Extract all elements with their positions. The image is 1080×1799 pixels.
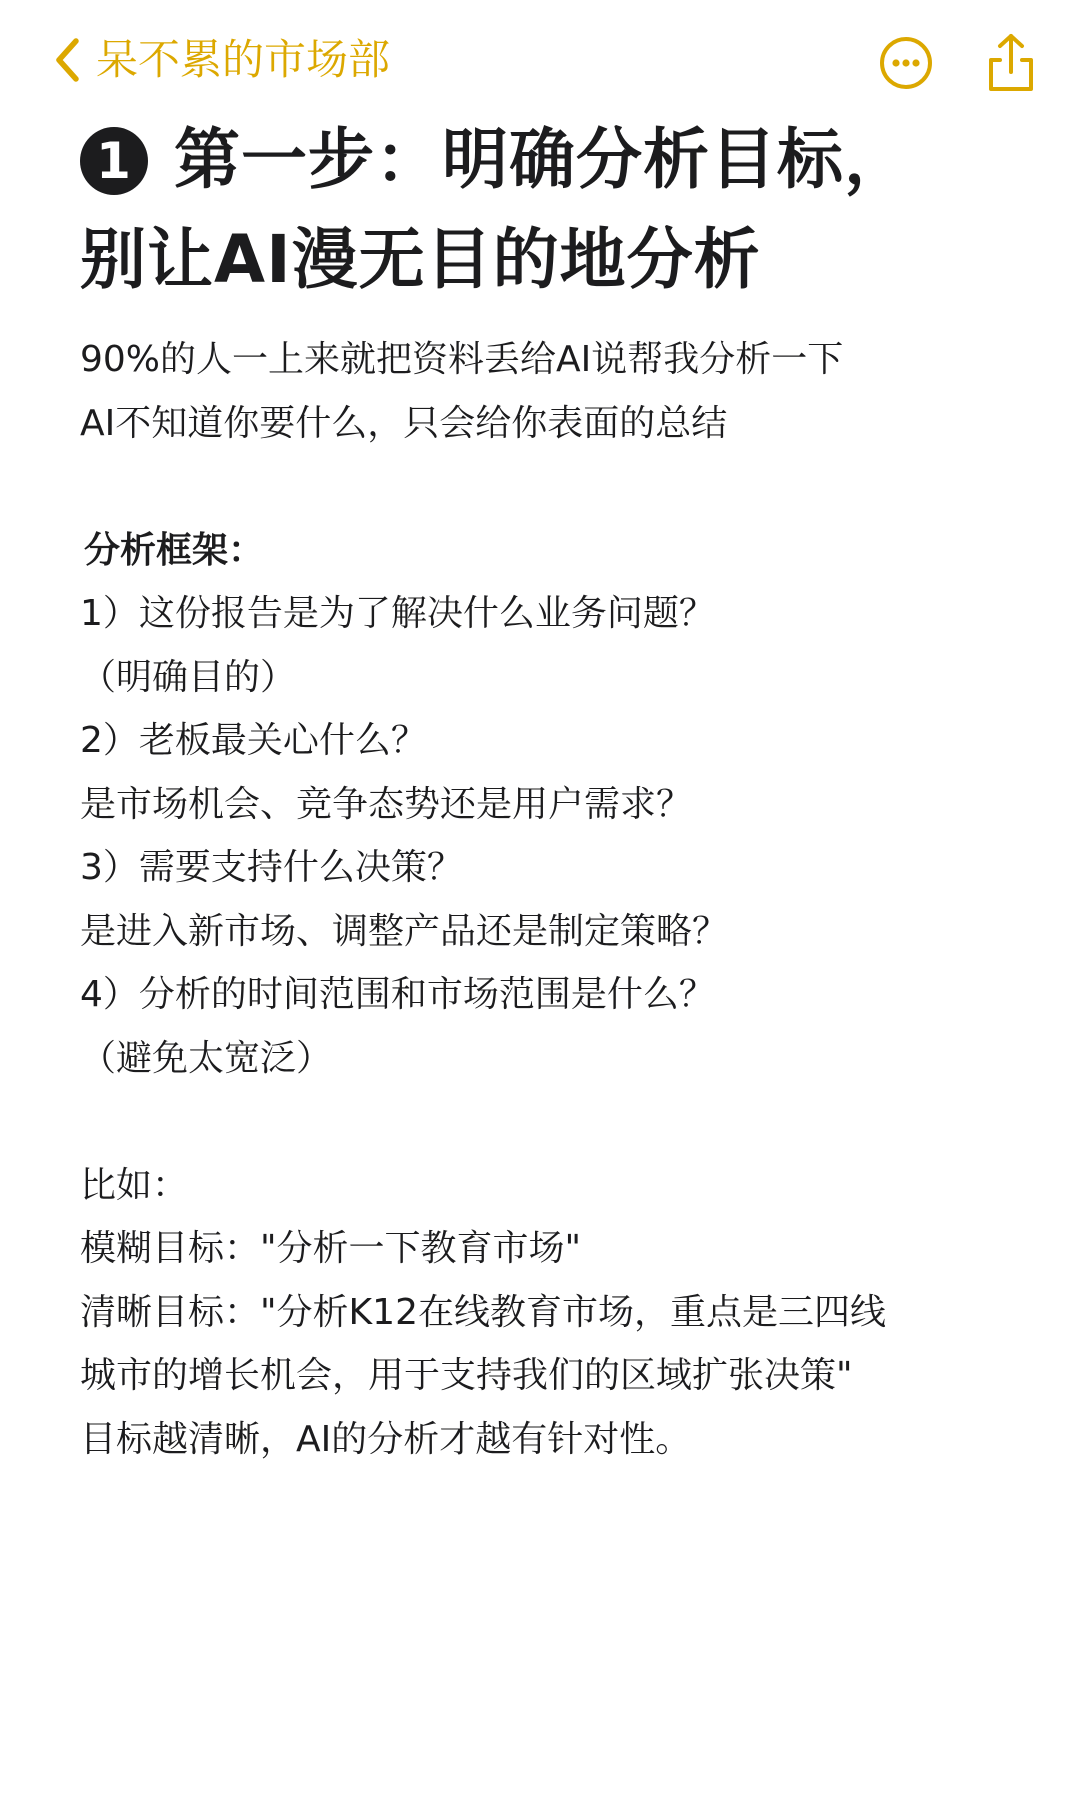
note-heading: [80, 110, 1020, 310]
framework-line: 4）分析的时间范围和市场范围是什么？: [80, 974, 715, 1015]
navigation-bar: [0, 0, 1080, 125]
framework-line: 3）需要支持什么决策？: [80, 847, 463, 888]
intro-line: 90%的人一上来就把资料丢给AI说帮我分析一下: [80, 339, 844, 380]
example-line: 比如：: [80, 1164, 189, 1206]
more-button[interactable]: [879, 36, 933, 90]
framework-line: （避免太宽泛）: [80, 1037, 333, 1079]
more-icon: [879, 36, 933, 90]
back-button[interactable]: [54, 30, 390, 90]
framework-line: 是市场机会、竞争态势还是用户需求？: [80, 783, 693, 825]
heading-line-2: 别让AI漫无目的地分析: [80, 221, 761, 298]
chevron-left-icon: [54, 37, 80, 83]
note-body: [80, 328, 1020, 1471]
note-content[interactable]: [80, 110, 1020, 1471]
share-button[interactable]: [986, 32, 1036, 94]
framework-line: 是进入新市场、调整产品还是制定策略？: [80, 910, 729, 952]
back-label: 呆不累的市场部: [96, 35, 391, 84]
heading-text-1: 第一步：明确分析目标，: [174, 121, 911, 198]
framework-line: 1）这份报告是为了解决什么业务问题？: [80, 593, 715, 634]
heading-line-1: [80, 110, 1020, 210]
framework-line: 2）老板最关心什么？: [80, 720, 427, 761]
step-number-badge: 1: [80, 127, 148, 195]
blank-line: [80, 455, 1020, 519]
example-line: 城市的增长机会，用于支持我们的区域扩张决策": [80, 1355, 853, 1396]
example-line: 目标越清晰，AI的分析才越有针对性。: [80, 1418, 692, 1460]
example-line: 清晰目标："分析K12在线教育市场，重点是三四线: [80, 1291, 886, 1333]
framework-title: 分析框架：: [84, 529, 265, 571]
framework-line: （明确目的）: [80, 656, 297, 698]
intro-line: AI不知道你要什么，只会给你表面的总结: [80, 402, 728, 444]
example-line: 模糊目标："分析一下教育市场": [80, 1228, 582, 1269]
share-icon: [986, 32, 1036, 94]
blank-line: [80, 1090, 1020, 1154]
